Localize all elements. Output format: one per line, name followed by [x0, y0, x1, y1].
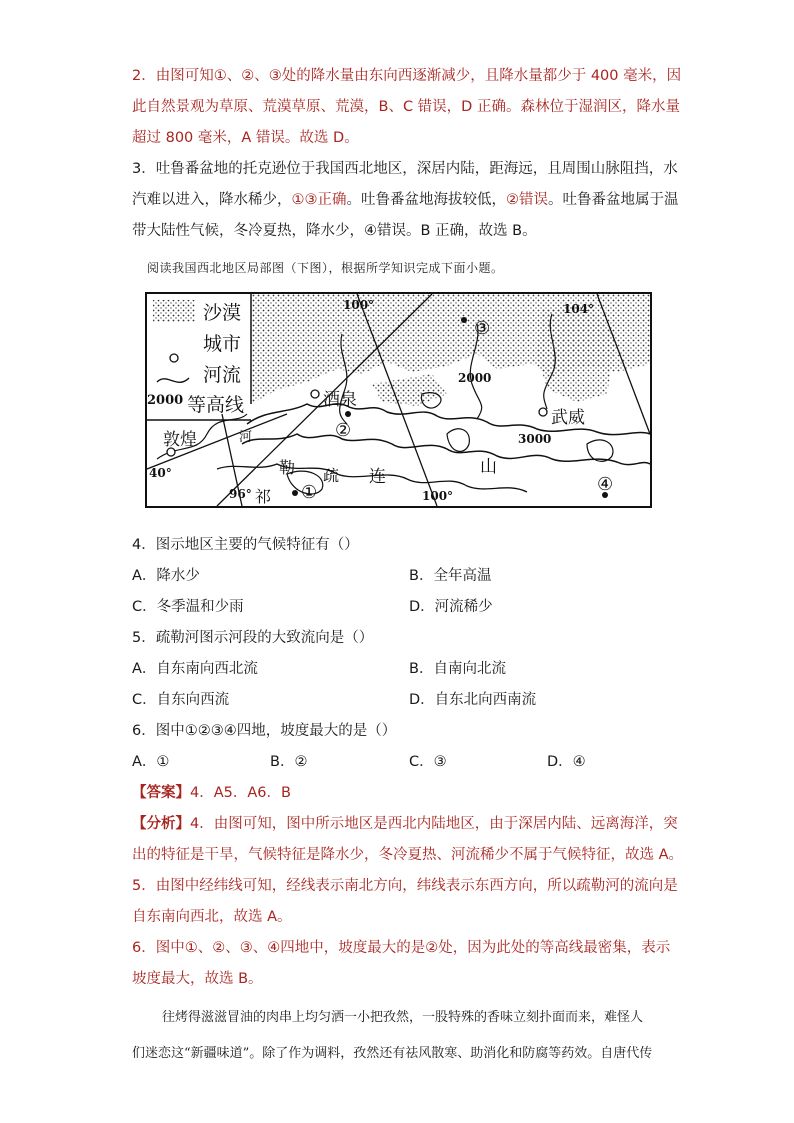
explanation-2-line-1: 2．由图可知①、②、③处的降水量由东向西逐渐减少，且降水量都少于 400 毫米，因	[132, 68, 682, 84]
contour-3000	[242, 434, 650, 465]
q4-option-d: D．河流稀少	[409, 599, 493, 615]
legend-city: 城市	[203, 333, 242, 355]
label-lon-100-bottom: 100°	[422, 489, 454, 503]
answer-text: 4．A5．A6．B	[190, 785, 291, 801]
label-lon-104: 104°	[563, 302, 595, 316]
q6-option-b: B．②	[270, 754, 308, 770]
label-le: 勒	[279, 458, 296, 477]
legend-contour: 等高线	[187, 394, 245, 416]
northwest-china-map	[145, 292, 652, 508]
passage-line-1: 往烤得滋滋冒油的肉串上均匀洒一小把孜然，一股特殊的香味立刻扑面而来，难怪人	[162, 1010, 644, 1025]
legend-city-symbol	[170, 354, 178, 362]
explanation-3-text-c: 。吐鲁番盆地海拔较低，	[346, 192, 506, 208]
q6-option-d: D．④	[547, 754, 586, 770]
legend-desert: 沙漠	[203, 302, 242, 324]
label-su: 疏	[323, 466, 340, 485]
analysis-line-4: 自东南向西北，故选 A。	[132, 909, 292, 925]
city-wuwei	[539, 408, 547, 416]
desert-jiuquan	[372, 374, 447, 406]
explanation-3-wrong: ②错误	[506, 192, 548, 208]
q5-option-c: C．自东向西流	[132, 692, 230, 708]
explanation-2-line-3: 超过 800 毫米，A 错误。故选 D。	[132, 130, 359, 146]
label-lon-100-top: 100°	[343, 298, 375, 312]
q6-option-c: C．③	[409, 754, 447, 770]
city-jiuquan	[311, 390, 319, 398]
explanation-3-text-e: 。吐鲁番盆地属于温	[548, 192, 679, 208]
marker-3: ③	[474, 318, 491, 339]
q4-option-c: C．冬季温和少雨	[132, 599, 244, 615]
question-5: 5．疏勒河图示河段的大致流向是（）	[132, 630, 374, 646]
label-wuwei: 武威	[551, 408, 585, 428]
map-caption: 阅读我国西北地区局部图（下图），根据所学知识完成下面小题。	[147, 261, 504, 275]
q4-option-a: A．降水少	[132, 568, 200, 584]
explanation-3-line-3: 带大陆性气候，冬冷夏热，降水少，④错误。B 正确，故选 B。	[132, 223, 537, 239]
marker-4: ④	[597, 474, 614, 495]
q5-option-a: A．自东南向西北流	[132, 661, 258, 677]
contour-2000	[247, 404, 650, 435]
label-jiuquan: 酒泉	[323, 390, 357, 410]
label-lon-96: 96°	[229, 487, 252, 501]
analysis-text-1: 4．由图可知，图中所示地区是西北内陆地区，由于深居内陆、远离海洋，突	[190, 816, 678, 832]
explanation-2-line-2: 此自然景观为草原、荒漠草原、荒漠，B、C 错误，D 正确。森林位于湿润区，降水量	[132, 99, 680, 115]
label-dunhuang: 敦煌	[163, 430, 197, 450]
legend-river-symbol	[157, 378, 189, 382]
q5-option-b: B．自南向北流	[409, 661, 506, 677]
label-contour-2000: 2000	[458, 371, 492, 385]
answer-line	[132, 783, 291, 803]
analysis-tag: 【分析】	[132, 816, 190, 832]
analysis-line-2: 出的特征是干旱，气候特征是降水少，冬冷夏热、河流稀少不属于气候特征，故选 A。	[132, 847, 684, 863]
question-6: 6．图中①②③④四地，坡度最大的是（）	[132, 723, 397, 739]
legend-river: 河流	[203, 364, 242, 386]
label-lat-40: 40°	[149, 466, 172, 480]
explanation-3-line-2	[132, 190, 679, 210]
question-4: 4．图示地区主要的气候特征有（）	[132, 537, 359, 553]
analysis-line-5: 6．图中①、②、③、④四地中，坡度最大的是②处，因为此处的等高线最密集，表示	[132, 940, 671, 956]
q6-option-a: A．①	[132, 754, 170, 770]
analysis-line-3: 5．由图中经纬线可知，经线表示南北方向，纬线表示东西方向，所以疏勒河的流向是	[132, 878, 678, 894]
label-contour-3000: 3000	[518, 432, 552, 446]
analysis-line-6: 坡度最大，故选 B。	[132, 971, 263, 987]
label-river-shu: 河	[239, 430, 253, 445]
explanation-3-text-a: 汽难以进入，降水稀少，	[132, 192, 292, 208]
analysis-line-1	[132, 814, 678, 834]
answer-tag: 【答案】	[132, 785, 190, 801]
passage-line-2: 们迷恋这“新疆味道”。除了作为调料，孜然还有祛风散寒、助消化和防腐等药效。自唐代传	[132, 1046, 653, 1061]
label-qi: 祁	[255, 487, 272, 506]
label-lian: 连	[369, 467, 386, 487]
q4-option-b: B．全年高温	[409, 568, 492, 584]
legend-contour-value: 2000	[147, 393, 184, 408]
explanation-3-line-1: 3．吐鲁番盆地的托克逊位于我国西北地区，深居内陆，距海远，且周围山脉阻挡，水	[132, 161, 678, 177]
explanation-3-correct: ①③正确	[291, 192, 347, 208]
marker-2: ②	[335, 420, 352, 441]
marker-1: ①	[301, 482, 318, 503]
q5-option-d: D．自东北向西南流	[409, 692, 537, 708]
label-shan: 山	[480, 457, 497, 477]
